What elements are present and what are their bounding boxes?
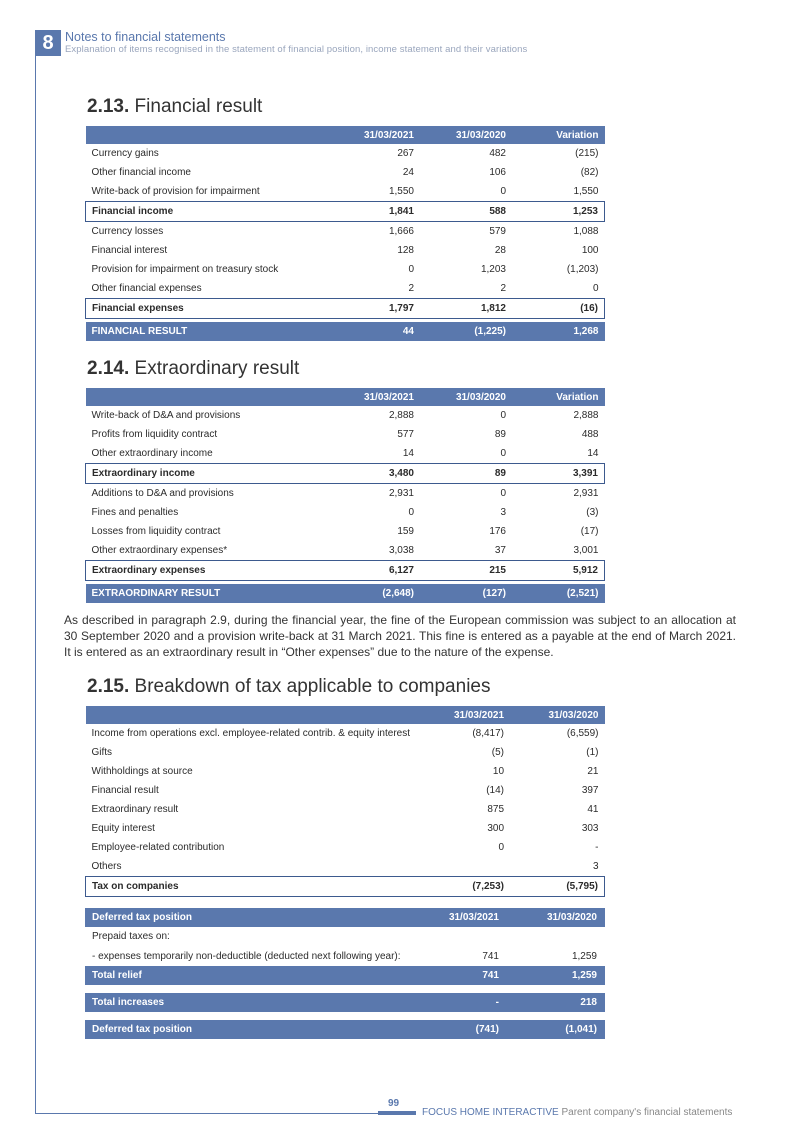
section-title-tax-breakdown [87, 676, 490, 698]
row-label: Write-back of D&A and provisions [91, 410, 241, 421]
subtotal-row: Extraordinary expenses 6,127 215 5,912 [86, 561, 605, 581]
header-title: Notes to financial statements [65, 30, 226, 44]
footer-text: Parent company's financial statements [561, 1107, 733, 1118]
row-label: Others [91, 861, 122, 872]
row-label: Financial result [91, 785, 159, 796]
row-label: Currency gains [91, 148, 159, 159]
footer [422, 1107, 732, 1118]
row-label: Fines and penalties [91, 507, 179, 518]
row-label: Other financial expenses [91, 283, 202, 294]
table-row: Other financial income 24 106 (82) [86, 163, 605, 182]
table-row: Fines and penalties 0 3 (3) [86, 503, 605, 522]
extraordinary-result-table [85, 388, 605, 603]
column-header: 31/03/2021 [328, 388, 420, 406]
table-header [86, 388, 605, 406]
footer-brand: FOCUS HOME INTERACTIVE [422, 1107, 559, 1118]
section-number: 2.13. [87, 96, 130, 117]
chapter-number: 8 [35, 30, 61, 56]
column-header: Variation [512, 388, 605, 406]
table-row: Other extraordinary income 14 0 14 [86, 444, 605, 464]
explanatory-paragraph: As described in paragraph 2.9, during the financial year, the fine of the European commission was subject to an allocation at 30 September 2020 and a provision write-back at 31 March 2021. This fine is entered as a payable at the end of March 2021. It is entered as an extraordinary result in “Other expenses” due to the nature of the expense. [64, 613, 736, 659]
section-number: 2.14. [87, 358, 130, 379]
table-row: Currency losses 1,666 579 1,088 [86, 222, 605, 242]
header-subtitle: Explanation of items recognised in the statement of financial position, income statement and their variations [65, 44, 528, 55]
table-row: Equity interest 300 303 [86, 819, 605, 838]
subtotal-row: Financial expenses 1,797 1,812 (16) [86, 299, 605, 319]
frame-bottom-rule [35, 1113, 415, 1114]
page-number: 99 [388, 1098, 400, 1109]
section-name: Breakdown of tax applicable to companies [134, 676, 491, 697]
frame-left-rule [35, 30, 36, 1113]
column-header: 31/03/2021 [328, 126, 420, 144]
table-row: Write-back of D&A and provisions 2,888 0 2,888 [86, 406, 605, 425]
row-label: Additions to D&A and provisions [91, 488, 234, 499]
table-row: Employee-related contribution 0 - [86, 838, 605, 857]
table-row: Currency gains 267 482 (215) [86, 144, 605, 163]
table-row: Provision for impairment on treasury stock 0 1,203 (1,203) [86, 260, 605, 279]
financial-result-table [85, 126, 605, 341]
table-header [86, 706, 605, 724]
deferred-tax-block [85, 908, 605, 1039]
row-label: Gifts [91, 747, 113, 758]
deferred-tax-position-row: Deferred tax position (741) (1,041) [85, 1020, 605, 1039]
table-row: Profits from liquidity contract 577 89 488 [86, 425, 605, 444]
row-label: Tax on companies [86, 877, 417, 897]
row-label: Income from operations excl. employee-related contrib. & equity interest [91, 728, 410, 739]
table-row: Other extraordinary expenses* 3,038 37 3,001 [86, 541, 605, 561]
table-row: Financial result (14) 397 [86, 781, 605, 800]
table-row: Additions to D&A and provisions 2,931 0 2,931 [86, 484, 605, 504]
table-header [86, 126, 605, 144]
row-label: Employee-related contribution [91, 842, 225, 853]
result-row: EXTRAORDINARY RESULT (2,648) (127) (2,521) [86, 584, 605, 603]
prepaid-row: - expenses temporarily non-deductible (deducted next following year): 741 1,259 [92, 950, 597, 962]
subtotal-row: Financial income 1,841 588 1,253 [86, 202, 605, 222]
row-label: Financial expenses [86, 299, 329, 319]
row-label: Extraordinary result [91, 804, 179, 815]
row-label: Withholdings at source [91, 766, 193, 777]
row-label: Equity interest [91, 823, 155, 834]
table-row: Other financial expenses 2 2 0 [86, 279, 605, 299]
row-label: Losses from liquidity contract [91, 526, 221, 537]
table-row: Losses from liquidity contract 159 176 (17) [86, 522, 605, 541]
section-number: 2.15. [87, 676, 130, 697]
row-label: Currency losses [91, 226, 164, 237]
column-header: Variation [512, 126, 605, 144]
column-header: 31/03/2020 [420, 388, 512, 406]
table-row: Extraordinary result 875 41 [86, 800, 605, 819]
subtotal-row: Extraordinary income 3,480 89 3,391 [86, 464, 605, 484]
page-number-underline [378, 1111, 416, 1115]
total-increases-row: Total increases - 218 [85, 993, 605, 1012]
row-label: Profits from liquidity contract [91, 429, 218, 440]
column-header: 31/03/2020 [420, 126, 512, 144]
table-row: Withholdings at source 10 21 [86, 762, 605, 781]
row-label: Extraordinary expenses [86, 561, 329, 581]
row-label: Financial interest [91, 245, 168, 256]
row-label: Write-back of provision for impairment [91, 186, 260, 197]
column-header: 31/03/2021 [416, 706, 510, 724]
section-name: Extraordinary result [134, 358, 300, 379]
total-relief-row: Total relief 741 1,259 [85, 966, 605, 985]
table-row: Financial interest 128 28 100 [86, 241, 605, 260]
table-row: Write-back of provision for impairment 1,550 0 1,550 [86, 182, 605, 202]
table-row: Income from operations excl. employee-related contrib. & equity interest (8,417) (6,559) [86, 724, 605, 743]
prepaid-label-row: Prepaid taxes on: [92, 931, 170, 942]
row-label: Extraordinary income [86, 464, 329, 484]
table-row: Others 3 [86, 857, 605, 877]
total-row: Tax on companies (7,253) (5,795) [86, 877, 605, 897]
section-name: Financial result [134, 96, 263, 117]
row-label: EXTRAORDINARY RESULT [86, 584, 329, 603]
row-label: Other extraordinary expenses* [91, 545, 228, 556]
tax-breakdown-table [85, 706, 605, 897]
section-title-financial-result [87, 96, 262, 118]
column-header: 31/03/2020 [510, 706, 604, 724]
result-row: FINANCIAL RESULT 44 (1,225) 1,268 [86, 322, 605, 341]
row-label: Provision for impairment on treasury stock [91, 264, 279, 275]
row-label: Financial income [86, 202, 329, 222]
row-label: FINANCIAL RESULT [86, 322, 329, 341]
section-title-extraordinary-result [87, 358, 299, 380]
row-label: Other extraordinary income [91, 448, 213, 459]
table-row: Gifts (5) (1) [86, 743, 605, 762]
row-label: Other financial income [91, 167, 191, 178]
deferred-tax-header: Deferred tax position 31/03/2021 31/03/2020 [85, 908, 605, 927]
